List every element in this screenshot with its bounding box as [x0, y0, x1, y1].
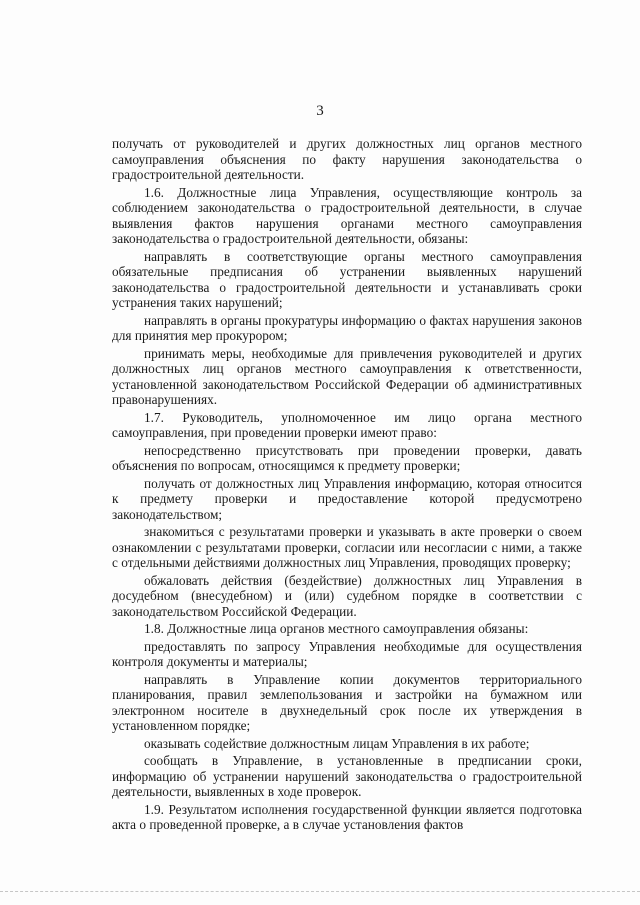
paragraph-notify-prosecutor: направлять в органы прокуратуры информацию о фактах нарушения законов для принятия мер прокурором; — [112, 312, 582, 343]
paragraph-assist-staff: оказывать содействие должностным лицам Управления в их работе; — [144, 735, 530, 751]
scan-edge-artifact — [0, 891, 640, 895]
paragraph-1-6: 1.6. Должностные лица Управления, осуществляющие контроль за соблюдением законодательства о градостроительной деятельности, в случае выявления фактов нарушения органами местного самоуправления законодательства о градостроительной деятельности, обязаны: — [112, 184, 582, 246]
paragraph-continuation: получать от руководителей и других должностных лиц органов местного самоуправления объяснения по факту нарушения законодательства о градостроительной деятельности. — [112, 136, 582, 182]
paragraph-receive-information: получать от должностных лиц Управления информацию, которая относится к предмету проверки и предоставление которой предусмотрено законодательством; — [112, 475, 582, 522]
document-body — [112, 136, 582, 833]
paragraph-1-9: 1.9. Результатом исполнения государственной функции является подготовка акта о проведенной проверке, а в случае установления фактов — [112, 801, 582, 832]
paragraph-report-corrections: сообщать в Управление, в установленные в предписании сроки, информацию об устранении нарушений законодательства о градостроительной деятельности, выявленных в ходе проверок. — [112, 753, 582, 799]
page-number: 3 — [316, 103, 324, 119]
paragraph-attend-inspection: непосредственно присутствовать при проведении проверки, давать объяснения по вопросам, относящимся к предмету проверки; — [112, 442, 582, 473]
paragraph-issue-orders: направлять в соответствующие органы местного самоуправления обязательные предписания об устранении выявленных нарушений законодательства о градостроительной деятельности и устанавливать сроки устранения таких нарушений; — [112, 248, 582, 310]
paragraph-review-results: знакомиться с результатами проверки и указывать в акте проверки о своем ознакомлении с результатами проверки, согласии или несогласии с ними, а также с отдельными действиями должностных лиц Управления, проводящих проверку; — [112, 524, 582, 570]
paragraph-provide-documents: предоставлять по запросу Управления необходимые для осуществления контроля документы и материалы; — [112, 638, 582, 669]
paragraph-appeal-actions: обжаловать действия (бездействие) должностных лиц Управления в досудебном (внесудебном) и (или) судебном порядке в соответствии с законодательством Российской Федерации. — [112, 572, 582, 619]
paragraph-1-8: 1.8. Должностные лица органов местного самоуправления обязаны: — [144, 621, 529, 636]
paragraph-1-7: 1.7. Руководитель, уполномоченное им лицо органа местного самоуправления, при проведении проверки имеют право: — [112, 409, 582, 440]
paragraph-send-copies: направлять в Управление копии документов территориального планирования, правил землепользования и застройки на бумажном или электронном носителе в двухнедельный срок после их утверждения в установленном порядке; — [112, 671, 582, 733]
paragraph-take-measures: принимать меры, необходимые для привлечения руководителей и других должностных лиц органов местного самоуправления к ответственности, установленной законодательством Российской Федерации об административных правонарушениях. — [112, 345, 582, 407]
